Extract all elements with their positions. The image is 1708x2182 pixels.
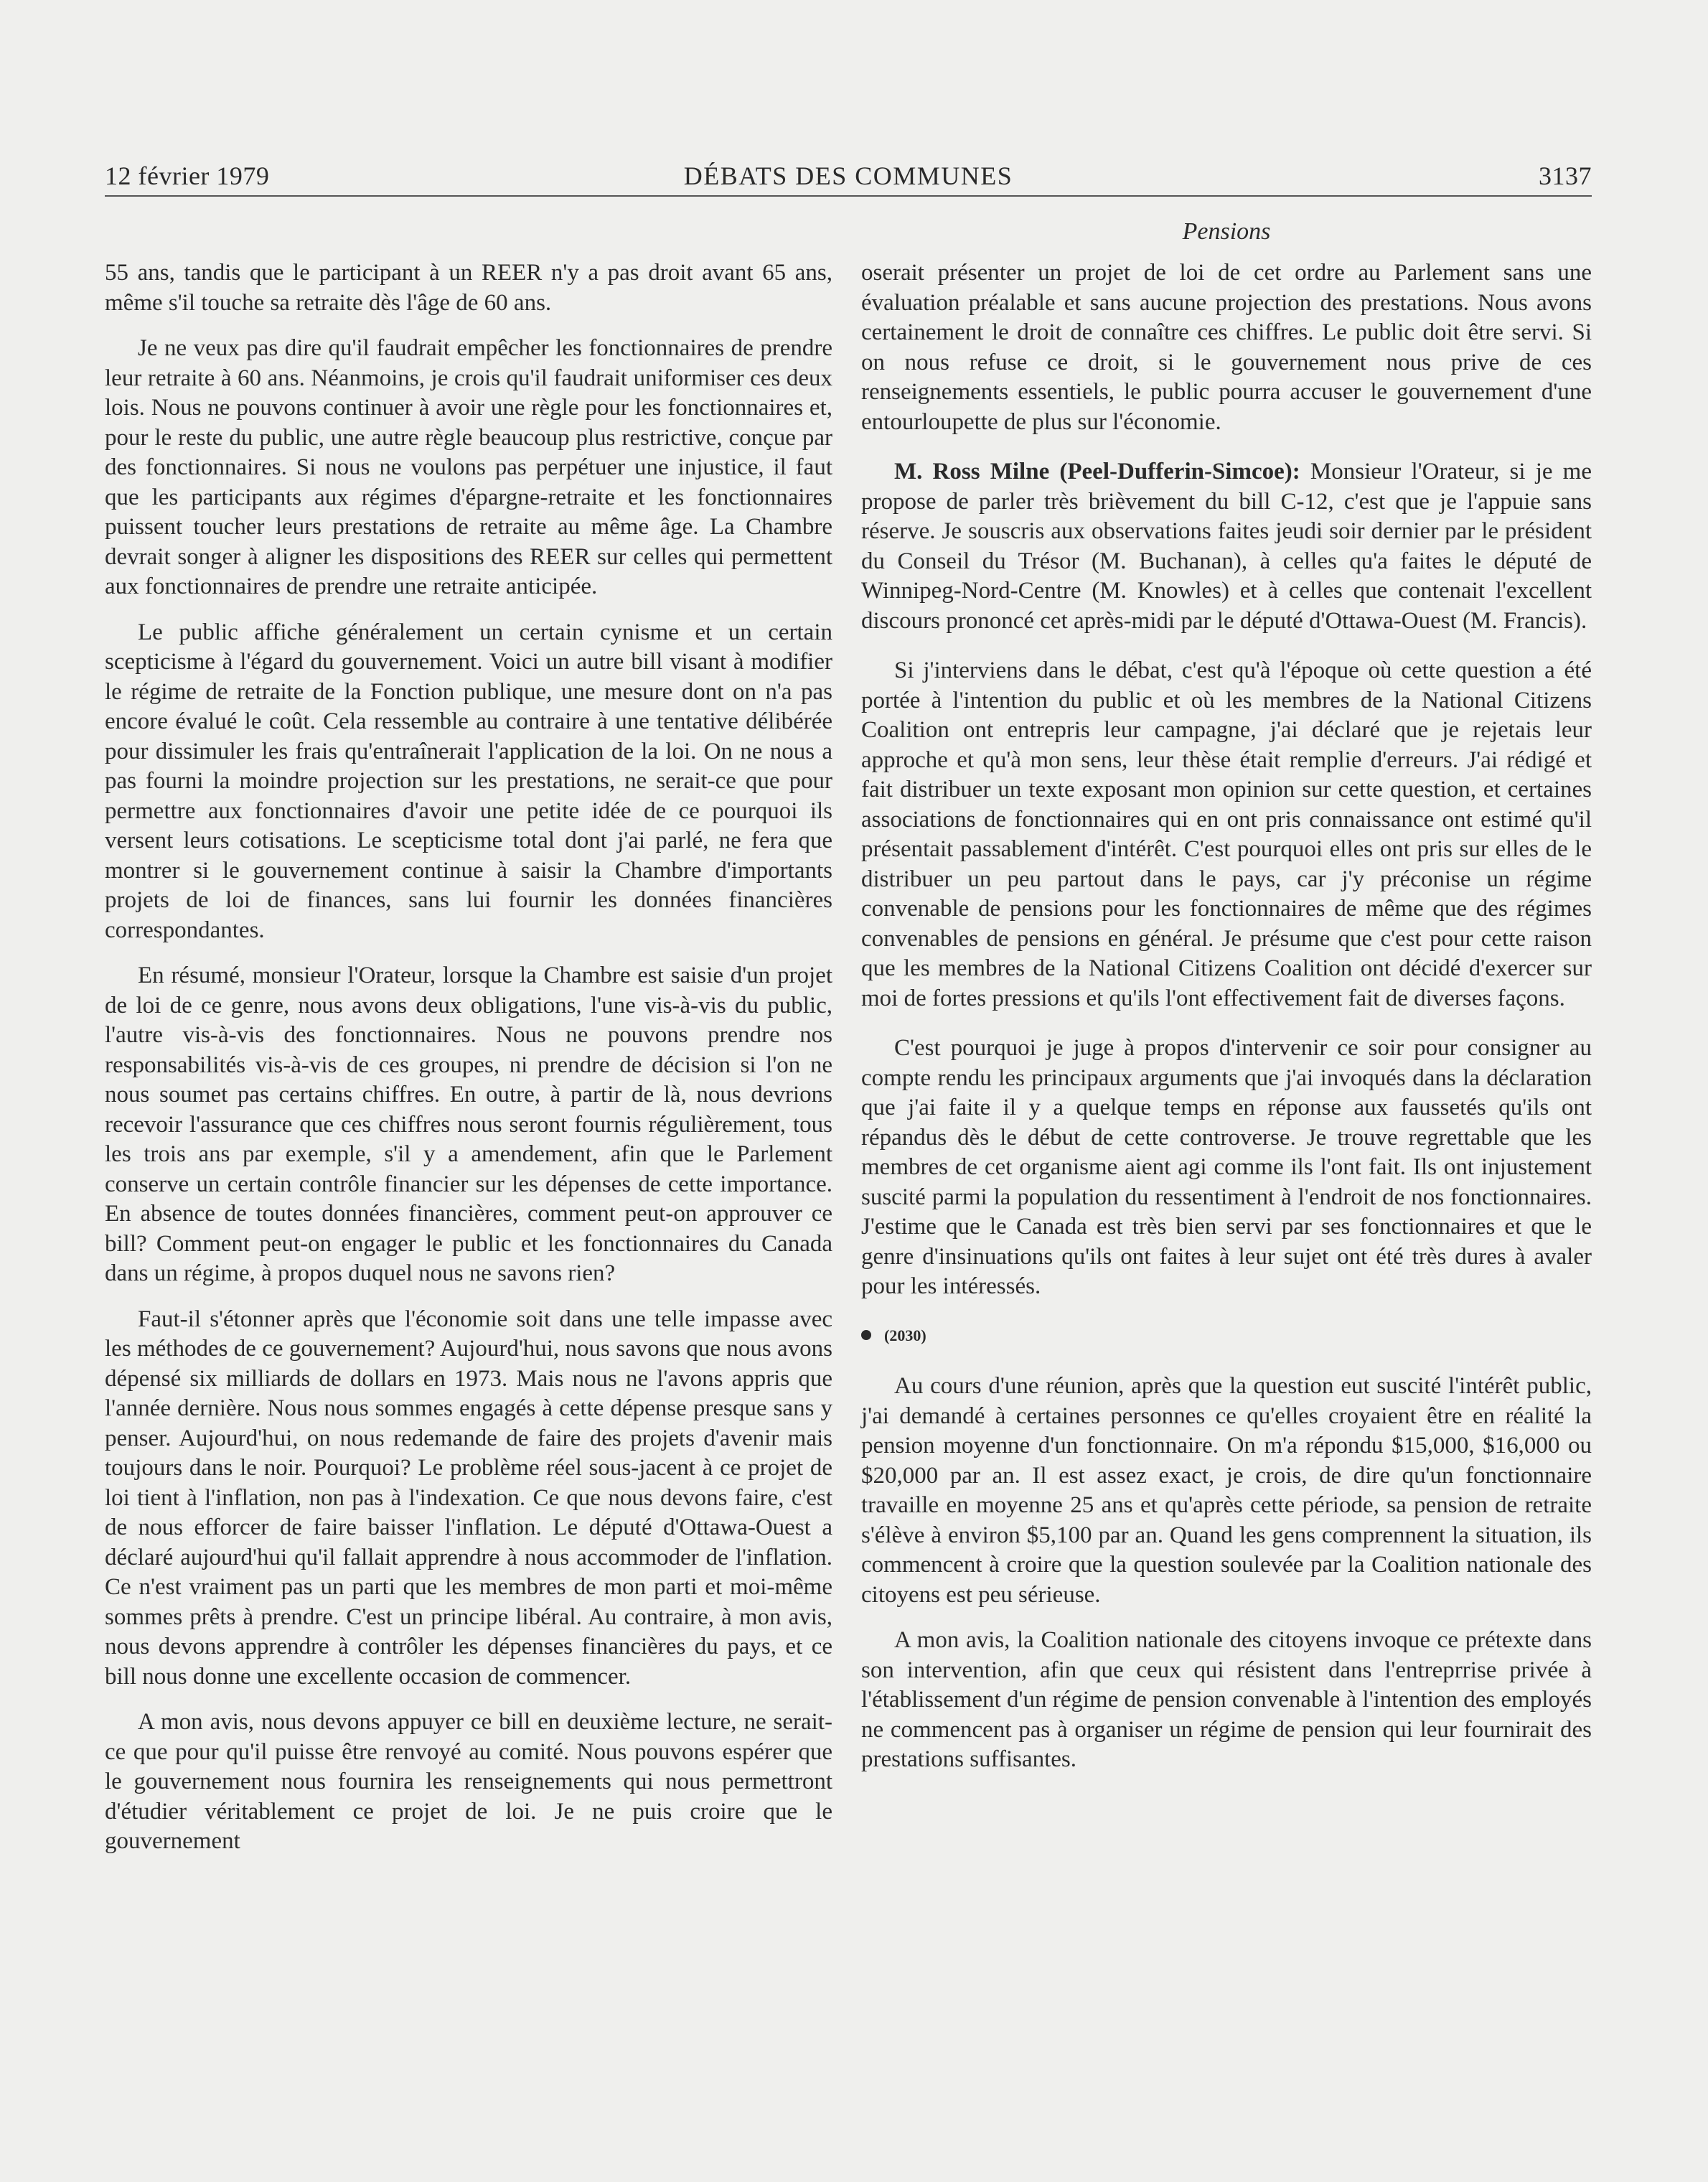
paragraph: A mon avis, nous devons appuyer ce bill en deuxième lecture, ne serait-ce que pour qu'il puisse être renvoyé au comité. Nous pouvons espérer que le gouvernement nous fournira les renseignements qui nous permettront d'étudier véritablement ce projet de loi. Je ne puis croire que le gouvernement (105, 1709, 832, 1854)
paragraph: A mon avis, la Coalition nationale des citoyens invoque ce prétexte dans son intervention, afin que ceux qui résistent dans l'entreprrise privée à l'établissement d'un régime de pension convenable à l'intention des employés ne commencent pas à organiser un régime de pension qui leur fournirait des prestations suffisantes. (861, 1627, 1592, 1772)
paragraph: En résumé, monsieur l'Orateur, lorsque la Chambre est saisie d'un projet de loi de ce genre, nous avons deux obligations, l'une vis-à-vis du public, l'autre vis-à-vis des fonctionnaires. Nous ne pouvons prendre nos responsabilités vis-à-vis de ces groupes, ni prendre de décision si l'on ne nous soumet pas certains chiffres. En outre, à partir de là, nous devrions recevoir l'assurance que ces chiffres nous seront fournis régulièrement, tous les trois ans par exemple, s'il y a amendement, afin que le Parlement conserve un certain contrôle financier sur les dépenses de cette importance. En absence de toutes données financières, comment peut-on approuver ce bill? Comment peut-on engager le public et les fonctionnaires du Canada dans un régime, à propos duquel nous ne savons rien? (105, 963, 832, 1286)
bullet-icon (861, 1330, 871, 1340)
time-marker-text: (2030) (884, 1326, 926, 1344)
header-rule (105, 195, 1592, 197)
header-date: 12 février 1979 (105, 161, 270, 190)
speech-paragraph (861, 457, 1592, 636)
time-marker (861, 1321, 1592, 1351)
paragraph: C'est pourquoi je juge à propos d'intervenir ce soir pour consigner au compte rendu les principaux arguments que j'ai invoqués dans la déclaration que j'ai faite il y a quelque temps en réponse aux faussetés qu'ils ont répandus dès le début de cette controverse. Je trouve regrettable que les membres de cet organisme aient agi comme ils l'ont fait. Ils ont injustement suscité parmi la population du ressentiment à l'endroit de nos fonctionnaires. J'estime que le Canada est très bien servi par ses fonctionnaires et que le genre d'insinuations qu'ils ont faites à leur sujet ont été très dures à avaler pour les intéressés. (861, 1035, 1592, 1299)
page-header (105, 161, 1592, 197)
paragraph: Si j'interviens dans le débat, c'est qu'à l'époque où cette question a été portée à l'intention du public et où les membres de la National Citizens Coalition ont entrepris leur campagne, j'ai déclaré que je rejetais leur approche et qu'à mon sens, leur thèse était remplie d'erreurs. J'ai rédigé et fait distribuer un texte exposant mon opinion sur cette question, et certaines associations de fonctionnaires qui en ont pris connaissance ont estimé qu'il présentait passablement d'intérêt. C'est pourquoi elles ont pris sur elles de le distribuer un peu partout dans le pays, car j'y préconise un régime convenable de pensions pour les fonctionnaires de même que des régimes convenables de pensions en général. Je présume que c'est pour cette raison que les membres de la National Citizens Coalition ont décidé d'exercer sur moi de fortes pressions et qu'ils l'ont effectivement fait de diverses façons. (861, 657, 1592, 1011)
paragraph: Le public affiche généralement un certain cynisme et un certain scepticisme à l'égard du gouvernement. Voici un autre bill visant à modifier le régime de retraite de la Fonction publique, une mesure dont on n'a pas encore évalué le coût. Cela ressemble au contraire à une tentative délibérée pour dissimuler les frais qu'entraînerait l'application de la loi. On ne nous a pas fourni la moindre projection sur les prestations, ne serait-ce que pour permettre aux fonctionnaires d'avoir une petite idée de ce pourquoi ils versent leurs cotisations. Le scepticisme total dont j'ai parlé, ne fera que montrer si le gouvernement continue à saisir la Chambre d'importants projets de loi de finances, sans lui fournir les données financières correspondantes. (105, 619, 832, 943)
header-page-number: 3137 (1539, 161, 1592, 190)
paragraph: Faut-il s'étonner après que l'économie soit dans une telle impasse avec les méthodes de ce gouvernement? Aujourd'hui, nous savons que nous avons dépensé six milliards de dollars en 1973. Mais nous ne l'avons appris que l'année dernière. Nous nous sommes engagés à cette dépense presque sans y penser. Aujourd'hui, on nous redemande de faire des projets d'avenir mais toujours dans le noir. Pourquoi? Le problème réel sous-jacent à ce projet de loi tient à l'inflation, non pas à l'indexation. Ce que nous devons faire, c'est de nous efforcer de faire baisser l'inflation. Le député d'Ottawa-Ouest a déclaré aujourd'hui qu'il fallait apprendre à nous accommoder de l'inflation. Ce n'est vraiment pas un parti que les membres de mon parti et moi-même sommes prêts à prendre. C'est un principe libéral. Au contraire, à mon avis, nous devons apprendre à contrôler les dépenses financières du pays, et ce bill nous donne une excellente occasion de commencer. (105, 1306, 832, 1690)
paragraph: oserait présenter un projet de loi de cet ordre au Parlement sans une évaluation préalable et sans aucune projection des prestations. Nous avons certainement le droit de connaître ces chiffres. Le public doit être servi. Si on nous refuse ce droit, si le gouvernement nous prive de ces renseignements essentiels, le public pourra accuser le gouvernement d'une entourloupette de plus sur l'économie. (861, 260, 1592, 435)
paragraph: Je ne veux pas dire qu'il faudrait empêcher les fonctionnaires de prendre leur retraite à 60 ans. Néanmoins, je crois qu'il faudrait uniformiser ces deux lois. Nous ne pouvons continuer à avoir une règle pour les fonctionnaires et, pour le reste du public, une autre règle beaucoup plus restrictive, conçue par des fonctionnaires. Si nous ne voulons pas perpétuer une injustice, il faut que les participants aux régimes d'épargne-retraite et les fonctionnaires puissent toucher leurs prestations de retraite au même âge. La Chambre devrait songer à aligner les dispositions des REER sur celles qui permettent aux fonctionnaires de prendre une retraite anticipée. (105, 335, 832, 599)
speech-text: Monsieur l'Orateur, si je me propose de parler très brièvement du bill C-12, c'est que je l'appuie sans réserve. Je souscris aux observations faites jeudi soir dernier par le président du Conseil du Trésor (M. Buchanan), à celles qu'a faites le député de Winnipeg-Nord-Centre (M. Knowles) et à celles que contenait l'excellent discours prononcé cet après-midi par le député d'Ottawa-Ouest (M. Francis). (861, 459, 1592, 634)
paragraph: 55 ans, tandis que le participant à un REER n'y a pas droit avant 65 ans, même s'il touche sa retraite dès l'âge de 60 ans. (105, 260, 832, 316)
header-title: DÉBATS DES COMMUNES (683, 161, 1013, 190)
paragraph: Au cours d'une réunion, après que la question eut suscité l'intérêt public, j'ai demandé à certaines personnes ce qu'elles croyaient être en réalité la pension moyenne d'un fonctionnaire. On m'a répondu $15,000, $16,000 ou $20,000 par an. Il est assez exact, je crois, de dire qu'un fonctionnaire travaille en moyenne 25 ans et qu'après cette période, sa pension de retraite s'élève à environ $5,100 par an. Quand les gens comprennent la situation, ils commencent à croire que la question soulevée par la Coalition nationale des citoyens est peu sérieuse. (861, 1373, 1592, 1608)
speaker-name: M. Ross Milne (Peel-Dufferin-Simcoe): (894, 459, 1300, 484)
section-label: Pensions (1182, 218, 1271, 245)
right-column (861, 258, 1592, 1791)
left-column (105, 258, 832, 1873)
